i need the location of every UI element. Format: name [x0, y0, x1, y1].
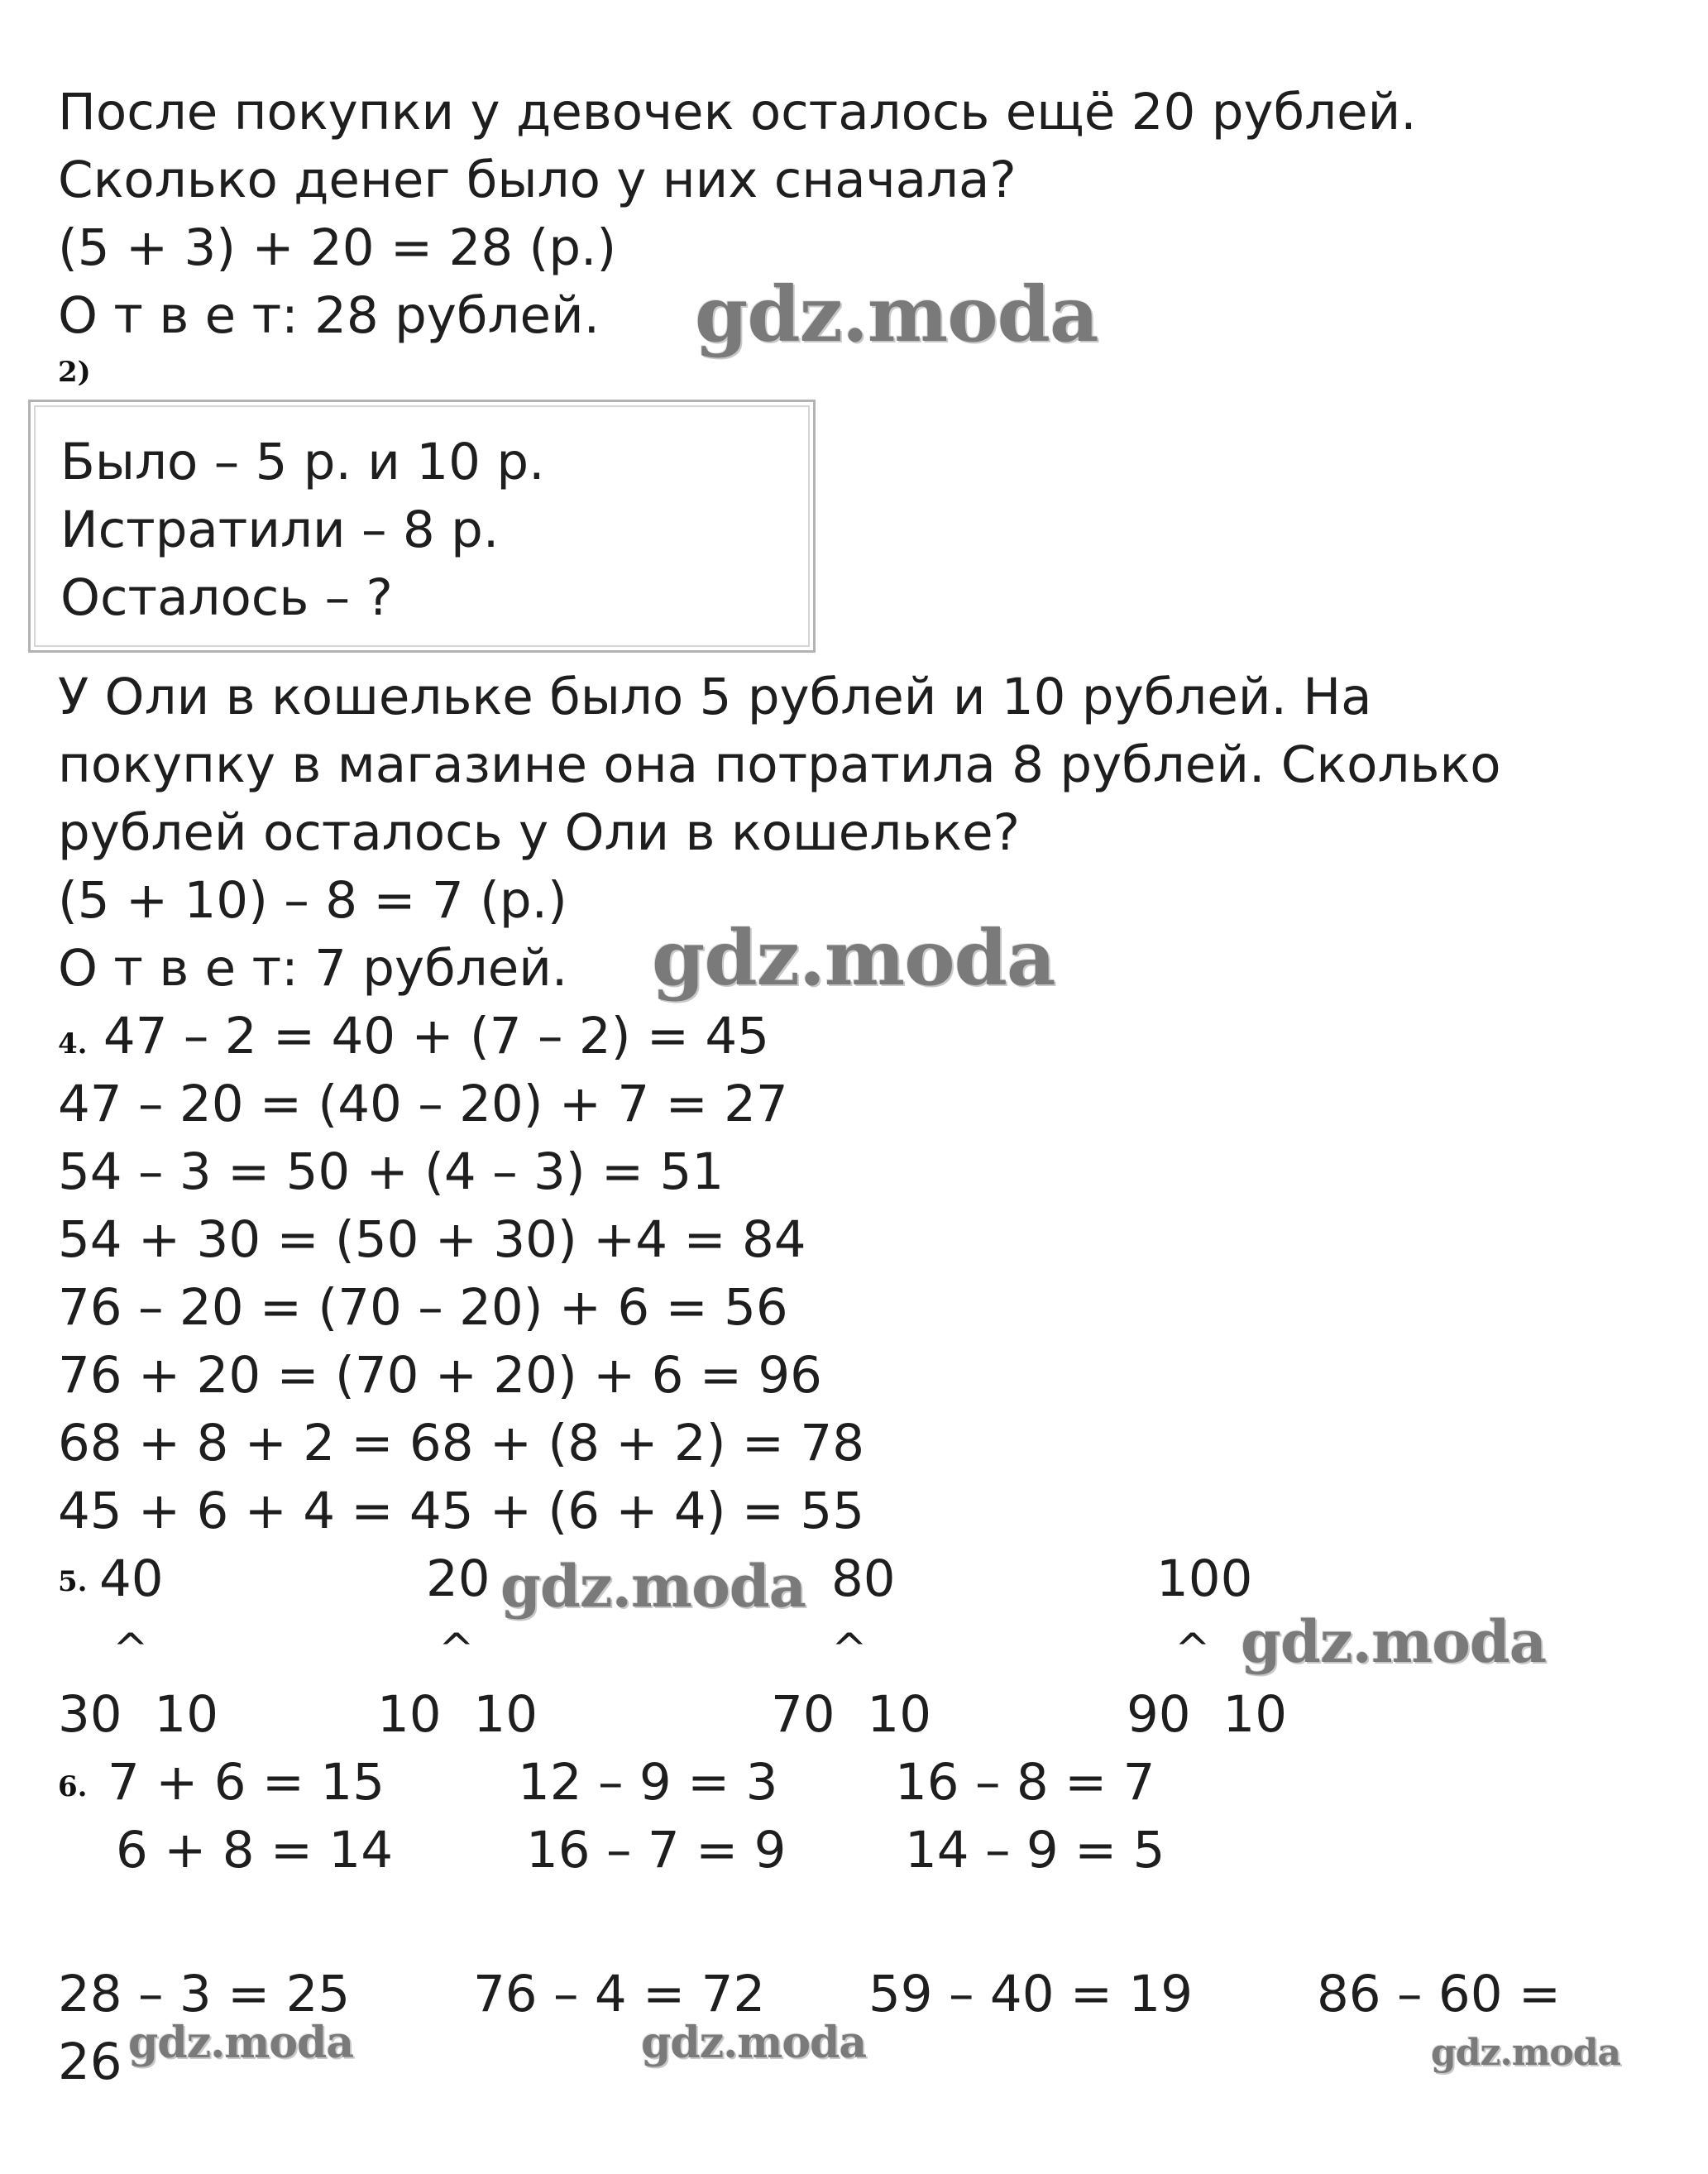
number-top: 20: [426, 1549, 490, 1608]
task4-line: 54 – 3 = 50 + (4 – 3) = 51: [58, 1142, 725, 1201]
condition-line: Было – 5 р. и 10 р.: [60, 433, 545, 491]
task4-line: 47 – 20 = (40 – 20) + 7 = 27: [58, 1075, 788, 1133]
task4-line: 68 + 8 + 2 = 68 + (8 + 2) = 78: [58, 1414, 865, 1472]
part-label: 2): [58, 356, 91, 389]
split-mark: ^: [1175, 1625, 1211, 1674]
watermark: gdz.moda: [1431, 2032, 1621, 2074]
problem-text-line: Сколько денег было у них сначала?: [58, 151, 1017, 209]
number-top: 40: [99, 1549, 164, 1608]
equation: 14 – 9 = 5: [905, 1821, 1165, 1880]
task-label: 5.: [58, 1565, 88, 1598]
number-parts: 30 10: [58, 1685, 219, 1744]
task4-line: 76 + 20 = (70 + 20) + 6 = 96: [58, 1346, 822, 1405]
problem-text-line: После покупки у девочек осталось ещё 20 рублей.: [58, 83, 1417, 141]
task4-line: [58, 1007, 769, 1074]
task4-line: 45 + 6 + 4 = 45 + (6 + 4) = 55: [58, 1482, 865, 1540]
answer-line: О т в е т: 7 рублей.: [58, 939, 568, 998]
equation-wrap: 26: [58, 2033, 122, 2091]
condition-line: Истратили – 8 р.: [60, 500, 500, 559]
watermark: gdz.moda: [1241, 1607, 1547, 1676]
problem-text-line: рублей осталось у Оли в кошельке?: [58, 803, 1021, 862]
watermark: gdz.moda: [695, 270, 1098, 359]
number-parts: 90 10: [1127, 1685, 1288, 1744]
split-mark: ^: [438, 1625, 475, 1674]
number-parts: 70 10: [771, 1685, 932, 1744]
equation: 76 – 4 = 72: [473, 1965, 766, 2023]
watermark: gdz.moda: [652, 913, 1055, 1003]
condition-line: Осталось – ?: [60, 568, 393, 627]
watermark: gdz.moda: [500, 1552, 806, 1621]
task4-line: 54 + 30 = (50 + 30) +4 = 84: [58, 1210, 806, 1269]
number-top: 80: [831, 1549, 896, 1608]
condition-box: [28, 400, 816, 653]
answer-line: О т в е т: 28 рублей.: [58, 286, 600, 345]
problem-text-line: У Оли в кошельке было 5 рублей и 10 рублей. На: [58, 668, 1372, 726]
problem-text-line: покупку в магазине она потратила 8 рублей. Сколько: [58, 735, 1501, 794]
equation: 16 – 8 = 7: [895, 1753, 1155, 1812]
split-mark: ^: [112, 1625, 149, 1674]
equation: 12 – 9 = 3: [518, 1753, 778, 1812]
equation: 7 + 6 = 15: [108, 1753, 385, 1812]
task-label: 6.: [58, 1770, 88, 1803]
watermark: gdz.moda: [128, 2018, 354, 2068]
solution-line: (5 + 3) + 20 = 28 (р.): [58, 218, 617, 277]
equation: 47 – 2 = 40 + (7 – 2) = 45: [87, 1007, 770, 1065]
equation: 6 + 8 = 14: [116, 1821, 394, 1880]
split-mark: ^: [831, 1625, 868, 1674]
equation: 59 – 40 = 19: [868, 1965, 1194, 2023]
watermark: gdz.moda: [641, 2018, 867, 2068]
equation: 86 – 60 =: [1317, 1965, 1562, 2023]
number-top: 100: [1156, 1549, 1253, 1608]
number-parts: 10 10: [377, 1685, 538, 1744]
equation: 16 – 7 = 9: [526, 1821, 787, 1880]
solution-line: (5 + 10) – 8 = 7 (р.): [58, 871, 567, 930]
equation: 28 – 3 = 25: [58, 1965, 351, 2023]
task-label: 4.: [58, 1027, 88, 1061]
task4-line: 76 – 20 = (70 – 20) + 6 = 56: [58, 1278, 788, 1337]
